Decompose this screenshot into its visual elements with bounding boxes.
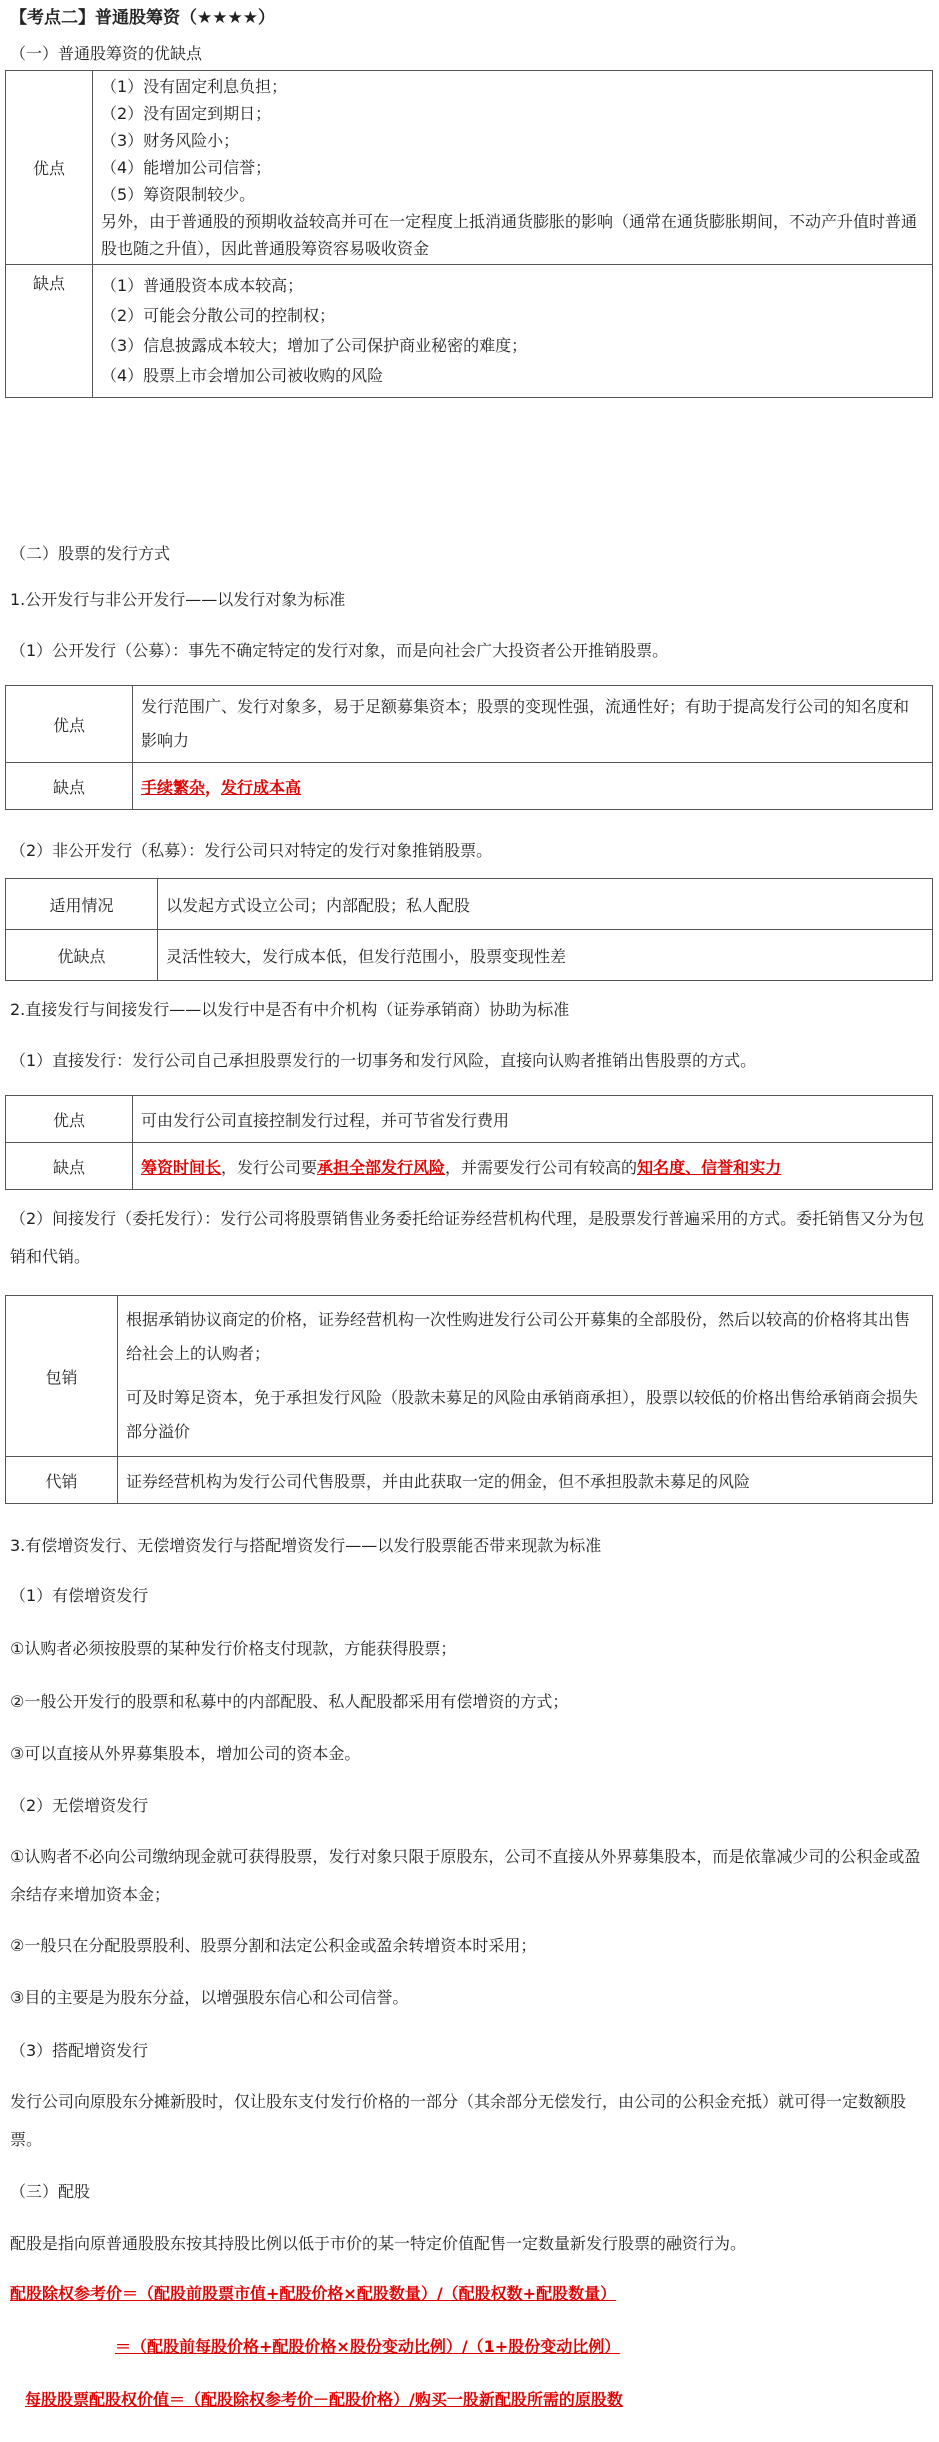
direct-cons-text <box>133 1143 933 1190</box>
rights-value-formula: 每股股票配股权价值＝（配股除权参考价－配股价格）/购买一股新配股所需的原股数 <box>25 2390 623 2409</box>
ex-rights-price-formula-alt: ＝（配股前每股价格+配股价格×股份变动比例）/（1+股份变动比例） <box>115 2337 621 2356</box>
agency-label: 代销 <box>6 1457 118 1504</box>
subsection-public-private: 1.公开发行与非公开发行——以发行对象为标准 <box>10 590 346 609</box>
paragraph-paid-increase-item: ①认购者必须按股票的某种发行价格支付现款，方能获得股票； <box>10 1639 457 1658</box>
pros-extra: 另外，由于普通股的预期收益较高并可在一定程度上抵消通货膨胀的影响（通常在通货膨胀期间，不动产升值时普通股也随之升值），因此普通股筹资容易吸收资金 <box>101 212 918 258</box>
direct-offering-table <box>5 1095 933 1190</box>
public-pros-text: 发行范围广、发行对象多，易于足额募集资本；股票的变现性强，流通性好；有助于提高发行公司的知名度和影响力 <box>133 686 933 763</box>
paragraph-paid-increase: （1）有偿增资发行 <box>10 1586 149 1605</box>
underwriting-text: 可及时筹足资本，免于承担发行风险（股款未募足的风险由承销商承担），股票以较低的价格出售给承销商会损失部分溢价 <box>126 1388 919 1441</box>
paragraph-public-offering: （1）公开发行（公募）：事先不确定特定的发行对象，而是向社会广大投资者公开推销股票。 <box>10 641 669 660</box>
pros-cell <box>93 71 933 265</box>
private-offering-table <box>5 878 933 981</box>
formula-line <box>115 2333 931 2361</box>
cons-item: （2）可能会分散公司的控制权； <box>101 306 336 325</box>
section-title-rights-issue: （三）配股 <box>10 2182 91 2201</box>
cons-label: 缺点 <box>6 265 93 398</box>
pros-item: （4）能增加公司信誉； <box>101 158 272 177</box>
plain-text: ，发行公司要 <box>221 1157 318 1177</box>
agency-text: 证券经营机构为发行公司代售股票，并由此获取一定的佣金，但不承担股款未募足的风险 <box>118 1457 933 1504</box>
cons-item: （1）普通股资本成本较高； <box>101 276 304 295</box>
cons-item: （4）股票上市会增加公司被收购的风险 <box>101 366 384 385</box>
paragraph-private-offering: （2）非公开发行（私募）：发行公司只对特定的发行对象推销股票。 <box>10 841 493 860</box>
table-row <box>6 763 933 810</box>
paragraph-direct-offering: （1）直接发行：发行公司自己承担股票发行的一切事务和发行风险，直接向认购者推销出售股票的方式。 <box>10 1051 757 1070</box>
indirect-offering-table <box>5 1295 933 1504</box>
paragraph-free-increase-item: ③目的主要是为股东分益，以增强股东信心和公司信誉。 <box>10 1988 409 2007</box>
private-usage-label: 适用情况 <box>6 879 158 930</box>
pros-cons-table <box>5 70 933 398</box>
underwriting-cell <box>118 1296 933 1457</box>
public-offering-table <box>5 685 933 810</box>
public-pros-label: 优点 <box>6 686 133 763</box>
private-proscons-text: 灵活性较大，发行成本低，但发行范围小，股票变现性差 <box>158 930 933 981</box>
section-title-pros-cons: （一）普通股筹资的优缺点 <box>10 44 203 63</box>
paragraph-free-increase-item: ①认购者不必向公司缴纳现金就可获得股票，发行对象只限于原股东，公司不直接从外界募集股本，而是依靠减少司的公积金或盈余结存来增加资本金； <box>10 1847 921 1904</box>
subsection-capital-increase: 3.有偿增资发行、无偿增资发行与搭配增资发行——以发行股票能否带来现款为标准 <box>10 1536 602 1555</box>
cons-cell <box>93 265 933 398</box>
paragraph-free-increase-item: ②一般只在分配股票股利、股票分割和法定公积金或盈余转增资本时采用； <box>10 1936 537 1955</box>
pros-item: （3）财务风险小； <box>101 131 240 150</box>
private-proscons-label: 优缺点 <box>6 930 158 981</box>
paragraph-paid-increase-item: ②一般公开发行的股票和私募中的内部配股、私人配股都采用有偿增资的方式； <box>10 1692 569 1711</box>
direct-pros-label: 优点 <box>6 1096 133 1143</box>
pros-label: 优点 <box>6 71 93 265</box>
direct-cons-label: 缺点 <box>6 1143 133 1190</box>
table-row <box>6 1457 933 1504</box>
plain-text: ，并需要发行公司有较高的 <box>445 1157 638 1177</box>
table-row <box>6 71 933 265</box>
pros-item: （2）没有固定到期日； <box>101 104 272 123</box>
private-usage-text: 以发起方式设立公司；内部配股；私人配股 <box>158 879 933 930</box>
formula-line <box>25 2386 931 2414</box>
pros-item: （1）没有固定利息负担； <box>101 77 288 96</box>
page-heading: 【考点二】普通股筹资（★★★★） <box>10 8 275 28</box>
spacer <box>126 1371 924 1381</box>
public-cons-text <box>133 763 933 810</box>
emphasis-text: 筹资时间长 <box>141 1157 222 1177</box>
pros-item: （5）筹资限制较少。 <box>101 185 256 204</box>
paragraph-paid-increase-item: ③可以直接从外界募集股本，增加公司的资本金。 <box>10 1744 361 1763</box>
paragraph-combined-increase-text: 发行公司向原股东分摊新股时，仅让股东支付发行价格的一部分（其余部分无偿发行，由公司的公积金充抵）就可得一定数额股票。 <box>10 2092 907 2149</box>
formula-line <box>10 2280 931 2308</box>
underwriting-text: 根据承销协议商定的价格，证券经营机构一次性购进发行公司公开募集的全部股份，然后以较高的价格将其出售给社会上的认购者； <box>126 1310 911 1363</box>
emphasis-separator: ， <box>205 777 222 797</box>
table-row <box>6 686 933 763</box>
emphasis-text: 手续繁杂 <box>141 777 206 797</box>
public-cons-label: 缺点 <box>6 763 133 810</box>
paragraph-indirect-offering: （2）间接发行（委托发行）：发行公司将股票销售业务委托给证券经营机构代理，是股票发行普遍采用的方式。委托销售又分为包销和代销。 <box>10 1209 925 1266</box>
table-row <box>6 930 933 981</box>
table-row <box>6 1096 933 1143</box>
emphasis-text: 知名度、信誉和实力 <box>637 1157 782 1177</box>
cons-item: （3）信息披露成本较大；增加了公司保护商业秘密的难度； <box>101 336 528 355</box>
emphasis-text: 发行成本高 <box>221 777 302 797</box>
direct-pros-text: 可由发行公司直接控制发行过程，并可节省发行费用 <box>133 1096 933 1143</box>
table-row <box>6 1143 933 1190</box>
ex-rights-price-formula: 配股除权参考价＝（配股前股票市值+配股价格×配股数量）/（配股权数+配股数量） <box>10 2284 617 2303</box>
paragraph-combined-increase: （3）搭配增资发行 <box>10 2041 149 2060</box>
rights-issue-definition: 配股是指向原普通股股东按其持股比例以低于市价的某一特定价值配售一定数量新发行股票的融资行为。 <box>10 2234 747 2253</box>
table-row <box>6 1296 933 1457</box>
table-row <box>6 879 933 930</box>
section-title-issuance: （二）股票的发行方式 <box>10 544 171 563</box>
subsection-direct-indirect: 2.直接发行与间接发行——以发行中是否有中介机构（证券承销商）协助为标准 <box>10 1000 570 1019</box>
table-row <box>6 265 933 398</box>
underwriting-label: 包销 <box>6 1296 118 1457</box>
paragraph-free-increase: （2）无偿增资发行 <box>10 1796 149 1815</box>
emphasis-text: 承担全部发行风险 <box>317 1157 446 1177</box>
